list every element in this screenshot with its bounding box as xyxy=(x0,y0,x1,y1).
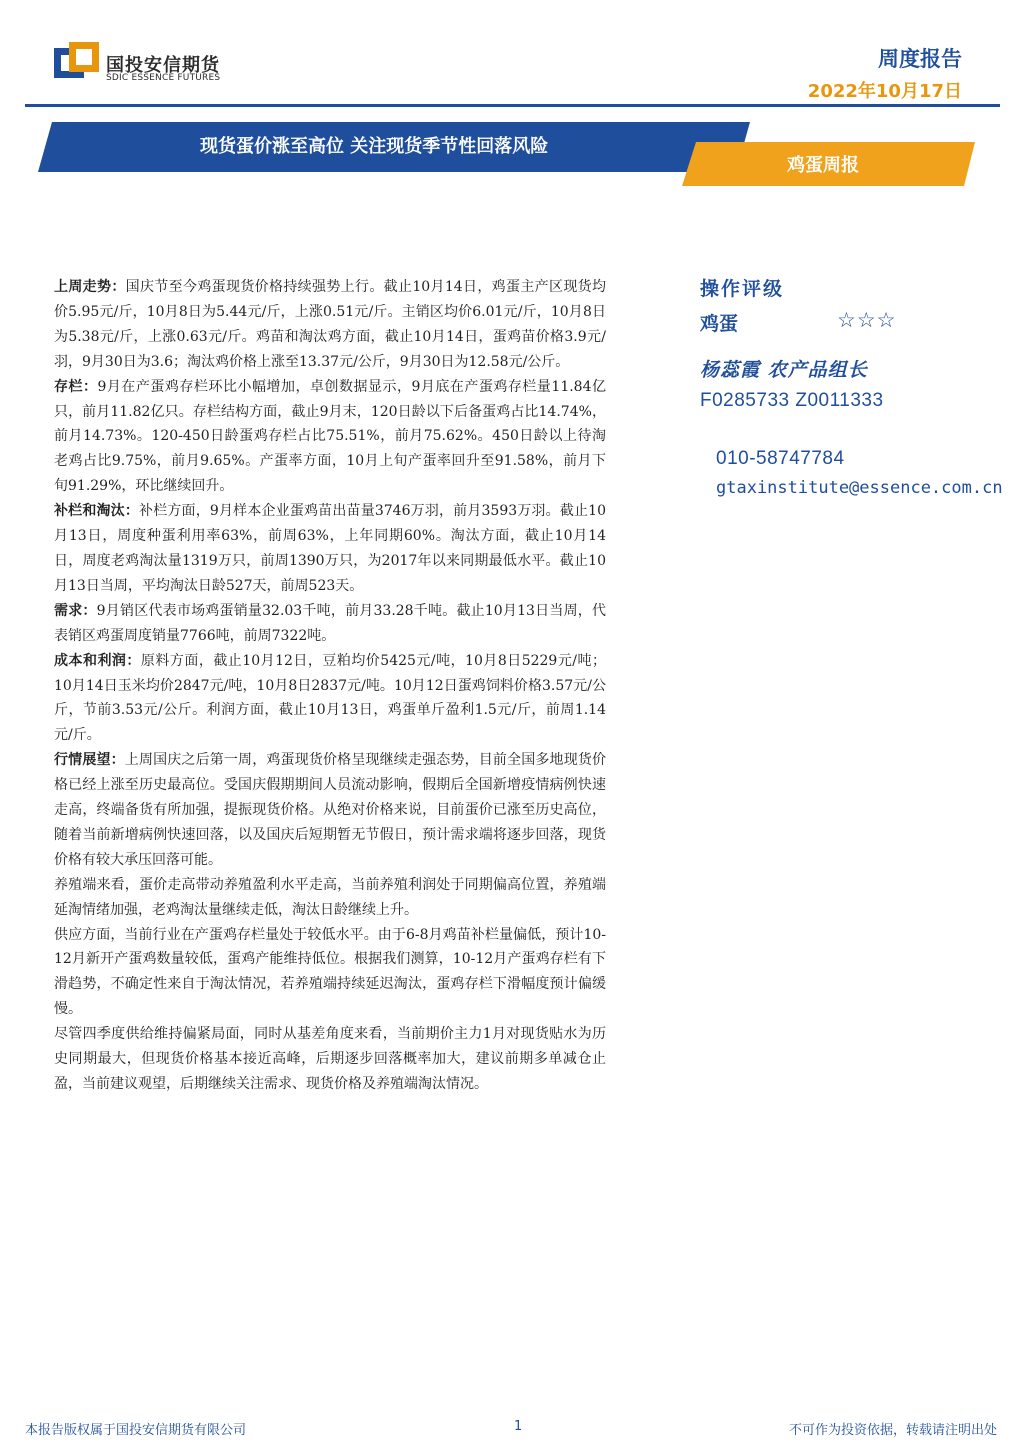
paragraph-label: 补栏和淘汰： xyxy=(54,503,140,520)
rating-commodity: 鸡蛋 xyxy=(700,313,739,335)
paragraph xyxy=(54,599,606,649)
contact-email[interactable]: gtaxinstitute@essence.com.cn xyxy=(716,478,1003,498)
paragraph-label: 存栏： xyxy=(54,378,98,395)
company-name-en: SDIC ESSENCE FUTURES xyxy=(106,73,221,83)
header-divider xyxy=(25,104,1000,107)
paragraph xyxy=(54,1022,606,1097)
analyst-license: F0285733 Z0011333 xyxy=(700,390,884,411)
paragraph-label: 上周走势： xyxy=(54,279,126,295)
paragraph-text: 养殖端来看，蛋价走高带动养殖盈利水平走高，当前养殖利润处于同期偏高位置，养殖端延淘情绪加强，老鸡淘汰量继续走低，淘汰日龄继续上升。 xyxy=(54,876,606,918)
sidebar xyxy=(700,274,1025,498)
report-date: 2022年10月17日 xyxy=(807,81,962,102)
report-type: 周度报告 xyxy=(878,47,962,71)
paragraph-text: 供应方面，当前行业在产蛋鸡存栏量处于较低水平。由于6-8月鸡苗补栏量偏低，预计10-12月新开产蛋鸡数量较低，蛋鸡产能维持低位。根据我们测算，10-12月产蛋鸡存栏有下滑趋势，不确定性来自于淘汰情况，若养殖端持续延迟淘汰，蛋鸡存栏下滑幅度预计偏缓慢。 xyxy=(54,926,606,1018)
paragraph xyxy=(54,873,606,923)
paragraph-text: 尽管四季度供给维持偏紧局面，同时从基差角度来看，当前期价主力1月对现货贴水为历史同期最大，但现货价格基本接近高峰，后期逐步回落概率加大，建议前期多单减仓止盈，当前建议观望，后期继续关注需求、现货价格及养殖端淘汰情况。 xyxy=(54,1026,606,1092)
paragraph-text: 原料方面，截止10月12日，豆粕均价5425元/吨，10月8日5229元/吨；10月14日玉米均价2847元/吨，10月8日2837元/吨。10月12日蛋鸡饲料价格3.57元/公斤，节前3.53元/公斤。利润方面，截止10月13日，鸡蛋单斤盈利1.5元/斤，前周1.14元/斤。 xyxy=(54,652,606,744)
paragraph-label: 成本和利润： xyxy=(54,652,141,669)
paragraph xyxy=(54,923,606,1023)
paragraph xyxy=(54,375,606,500)
analyst-name: 杨蕊霞 农产品组长 xyxy=(700,359,868,381)
paragraph-text: 9月在产蛋鸡存栏环比小幅增加，卓创数据显示，9月底在产蛋鸡存栏量11.84亿只，前月11.82亿只。存栏结构方面，截止9月末，120日龄以下后备蛋鸡占比14.74%，前月14.73%。120-450日龄蛋鸡存栏占比75.51%，前月75.62%。450日龄以上待淘老鸡占比9.75%，前月9.65%。产蛋率方面，10月上旬产蛋率回升至91.58%，前月下旬91.29%，环比继续回升。 xyxy=(54,378,606,495)
paragraph-label: 行情展望： xyxy=(54,752,125,769)
rating-stars-icon: ☆☆☆ xyxy=(837,308,897,332)
paragraph-label: 需求： xyxy=(54,602,97,619)
paragraph xyxy=(54,499,606,599)
paragraph-text: 补栏方面，9月样本企业蛋鸡苗出苗量3746万羽，前月3593万羽。截止10月13日，周度种蛋利用率63%，前周63%，上年同期60%。淘汰方面，截止10月14日，周度老鸡淘汰量1319万只，前周1390万只，为2017年以来同期最低水平。截止10月13日当周，平均淘汰日龄527天，前周523天。 xyxy=(54,503,606,594)
paragraph-text: 国庆节至今鸡蛋现货价格持续强势上行。截止10月14日，鸡蛋主产区现货均价5.95元/斤，10月8日为5.44元/斤，上涨0.51元/斤。主销区均价6.01元/斤，10月8日为5.38元/斤，上涨0.63元/斤。鸡苗和淘汰鸡方面，截止10月14日，蛋鸡苗价格3.9元/羽，9月30日为3.6；淘汰鸡价格上涨至13.37元/公斤，9月30日为12.58元/公斤。 xyxy=(54,279,606,370)
paragraph xyxy=(54,275,606,375)
report-title: 现货蛋价涨至高位 关注现货季节性回落风险 xyxy=(200,136,549,157)
company-logo-icon xyxy=(54,42,99,84)
footer-disclaimer: 不可作为投资依据，转载请注明出处 xyxy=(788,1423,997,1438)
report-category: 鸡蛋周报 xyxy=(787,155,859,176)
rating-heading: 操作评级 xyxy=(700,278,785,300)
page-number: 1 xyxy=(514,1419,523,1434)
paragraph-text: 上周国庆之后第一周，鸡蛋现货价格呈现继续走强态势，目前全国多地现货价格已经上涨至历史最高位。受国庆假期期间人员流动影响，假期后全国新增疫情病例快速走高，终端备货有所加强，提振现货价格。从绝对价格来说，目前蛋价已涨至历史高位，随着当前新增病例快速回落，以及国庆后短期暂无节假日，预计需求端将逐步回落，现货价格有较大承压回落可能。 xyxy=(54,752,607,868)
rating-row xyxy=(700,309,1025,343)
report-body xyxy=(54,275,606,1097)
paragraph xyxy=(54,649,606,749)
company-name: 国投安信期货 xyxy=(106,55,220,76)
paragraph xyxy=(54,748,606,873)
footer-copyright: 本报告版权属于国投安信期货有限公司 xyxy=(25,1423,247,1438)
contact-phone: 010-58747784 xyxy=(716,448,845,469)
paragraph-text: 9月销区代表市场鸡蛋销量32.03千吨，前月33.28千吨。截止10月13日当周，代表销区鸡蛋周度销量7766吨，前周7322吨。 xyxy=(54,602,607,644)
